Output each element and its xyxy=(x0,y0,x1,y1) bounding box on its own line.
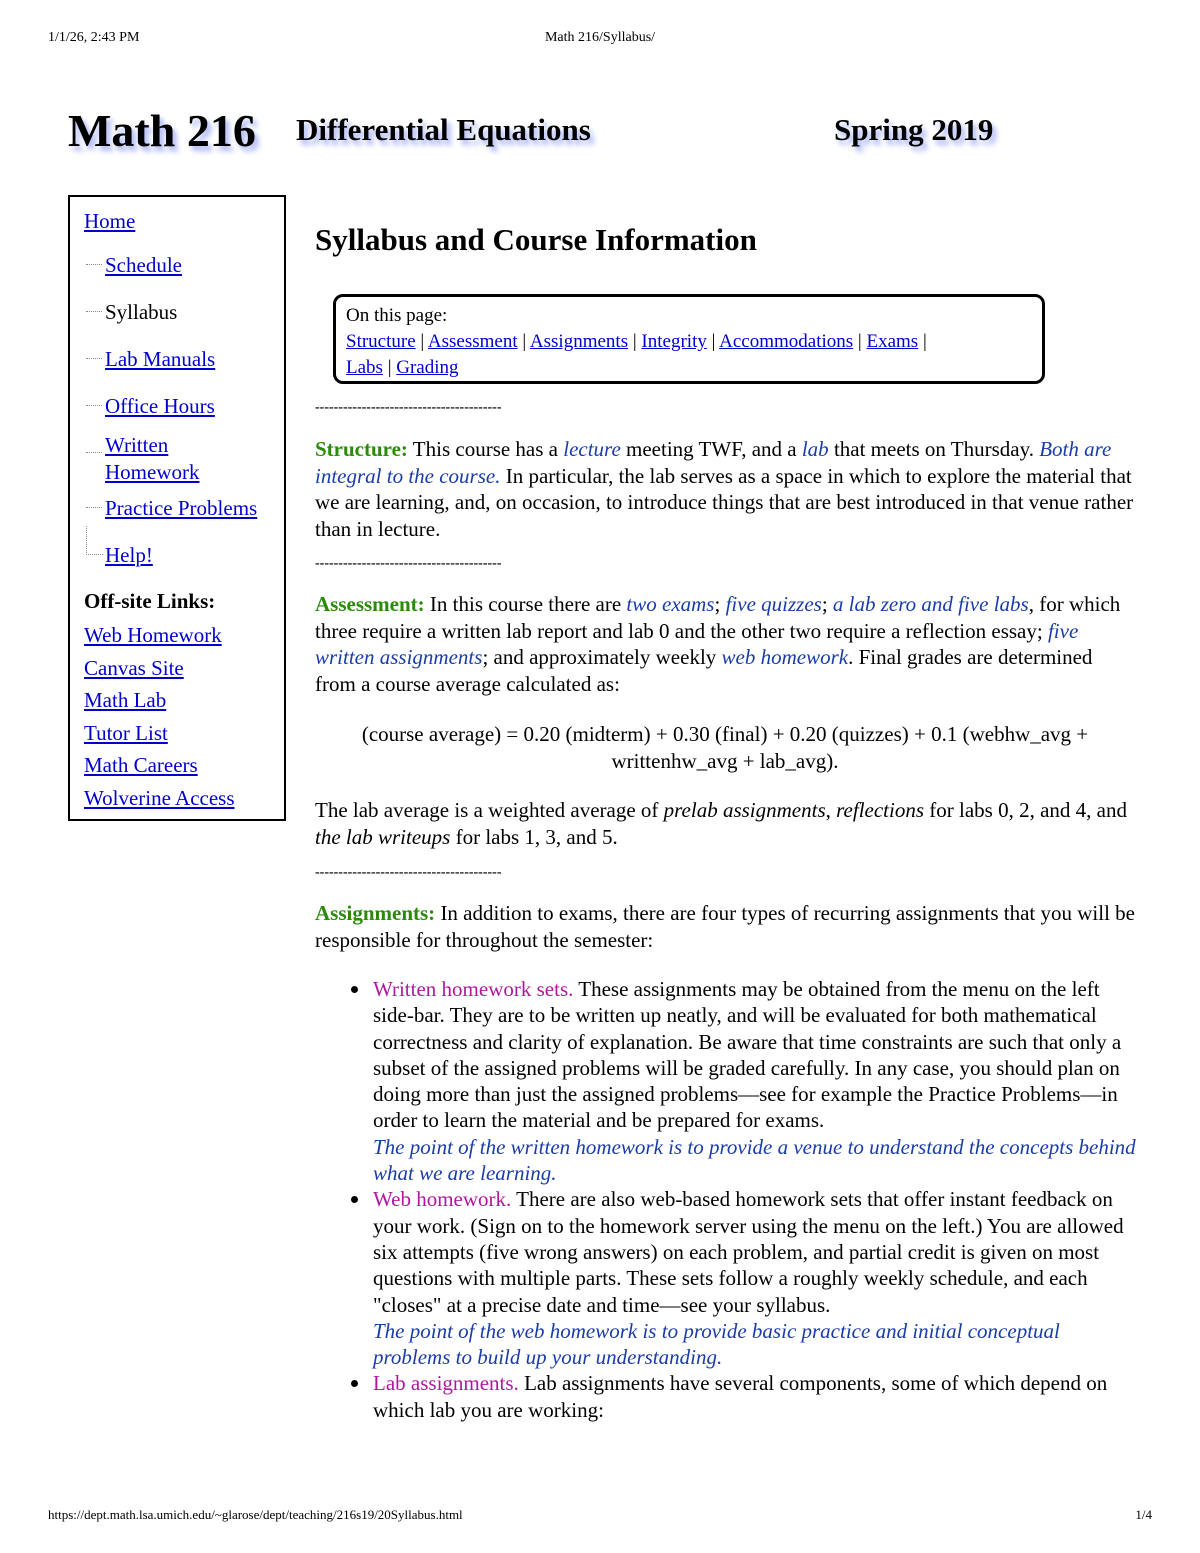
tree-connector xyxy=(86,295,102,312)
sidebar-nav xyxy=(68,195,286,821)
course-term: Spring 2019 xyxy=(834,112,994,147)
course-banner xyxy=(68,100,1068,170)
assessment-label: Assessment: xyxy=(315,592,425,616)
toc-link-labs[interactable]: Labs xyxy=(346,357,383,378)
toc-link-structure[interactable]: Structure xyxy=(346,331,416,352)
sidebar-current-syllabus: Syllabus xyxy=(105,300,178,324)
assignments-label: Assignments: xyxy=(315,901,436,925)
sidebar-link-schedule[interactable]: Schedule xyxy=(105,253,182,277)
bullet-dot xyxy=(351,1196,358,1203)
tree-connector xyxy=(86,526,103,555)
offsite-link-tutor-list[interactable]: Tutor List xyxy=(84,720,168,745)
sidebar-item-lab-manuals xyxy=(84,346,279,373)
print-url: https://dept.math.lsa.umich.edu/~glarose/dept/teaching/216s19/20Syllabus.html xyxy=(48,1507,463,1522)
toc-label: On this page: xyxy=(346,305,448,326)
offsite-heading: Off-site Links: xyxy=(84,589,216,613)
offsite-link-math-lab[interactable]: Math Lab xyxy=(84,688,167,712)
grade-formula: (course average) = 0.20 (midterm) + 0.30 (final) + 0.20 (quizzes) + 0.1 (webhw_avg + writtenhw_avg + lab_avg). xyxy=(361,722,1089,773)
tree-connector xyxy=(86,491,102,508)
section-divider: ---------------------------------------- xyxy=(315,865,502,880)
print-header xyxy=(48,30,1152,50)
bullet-title: Written homework sets. xyxy=(373,977,574,1001)
sidebar-item-practice-problems xyxy=(84,495,279,522)
bullet-title: Lab assignments. xyxy=(373,1371,519,1396)
sidebar-link-office-hours[interactable]: Office Hours xyxy=(105,394,215,418)
toc-link-assessment[interactable]: Assessment xyxy=(427,331,518,352)
sidebar-item-schedule xyxy=(84,252,279,279)
offsite-link-wolverine-access[interactable]: Wolverine Access xyxy=(84,785,235,810)
offsite-link-web-homework[interactable]: Web Homework xyxy=(84,623,222,647)
bullet-title: Web homework. xyxy=(373,1187,512,1212)
sidebar-item-office-hours xyxy=(84,393,279,420)
course-number: Math 216 xyxy=(68,105,256,156)
structure-label: Structure: xyxy=(315,437,408,461)
bullet-dot xyxy=(351,1380,358,1387)
assessment-paragraph: Assessment: In this course there are two exams; five quizzes; a lab zero and five labs, for which three require a written lab report and lab 0 and the other two require a reflection essay; five written assignments; and approximately weekly web homework. Final grades are determined from a course average calculated as: xyxy=(315,592,1121,696)
course-name: Differential Equations xyxy=(296,112,591,147)
list-item: Lab assignments. Lab assignments have several components, some of which depend on which lab you are working: xyxy=(373,1370,1138,1423)
bullet-point: The point of the web homework is to provide basic practice and initial conceptual problems to build up your understanding. xyxy=(373,1318,1060,1370)
print-page-number: 1/4 xyxy=(1135,1507,1152,1522)
print-datetime: 1/1/26, 2:43 PM xyxy=(48,30,140,45)
offsite-link-canvas-site[interactable]: Canvas Site xyxy=(84,655,184,680)
tree-connector xyxy=(86,342,102,359)
tree-connector xyxy=(86,432,102,453)
assignments-list xyxy=(373,976,1138,1423)
toc-links: Structure | Assessment | Assignments | Integrity | Accommodations | Exams | Labs | Grading xyxy=(346,331,927,378)
bullet-point: The point of the written homework is to provide a venue to understand the concepts behind what we are learning. xyxy=(373,1134,1136,1186)
toc-link-assignments[interactable]: Assignments xyxy=(529,331,629,352)
list-item: Written homework sets. These assignments may be obtained from the menu on the left side-bar. They are to be written up neatly, and will be evaluated for both mathematical correctness and clarity of explanation. Be aware that time constraints are such that only a subset of the assigned problems will be graded carefully. In any case, you should plan on doing more than just the assigned problems—see for example the Practice Problems—in order to learn the material and be prepared for exams. The point of the written homework is to provide a venue to understand the concepts behind what we are learning. xyxy=(373,976,1138,1186)
offsite-link-math-careers[interactable]: Math Careers xyxy=(84,753,198,777)
lab-average-paragraph: The lab average is a weighted average of prelab assignments, reflections for labs 0, 2, and 4, and the lab writeups for labs 1, 3, and 5. xyxy=(315,798,1127,849)
toc-link-integrity[interactable]: Integrity xyxy=(641,331,707,352)
sidebar-item-help xyxy=(84,542,279,569)
on-this-page-box xyxy=(333,294,1045,384)
section-divider: ---------------------------------------- xyxy=(315,400,502,415)
print-page-title: Math 216/Syllabus/ xyxy=(544,30,656,45)
sidebar-link-written-homework[interactable]: Written Homework xyxy=(105,433,200,484)
sidebar-link-help[interactable]: Help! xyxy=(105,543,153,567)
toc-link-accommodations[interactable]: Accommodations xyxy=(719,331,854,352)
sidebar-link-practice-problems[interactable]: Practice Problems xyxy=(105,496,258,520)
assignments-paragraph: Assignments: In addition to exams, there are four types of recurring assignments that you will be responsible for throughout the semester: xyxy=(315,901,1135,952)
sidebar-item-syllabus xyxy=(84,299,279,326)
list-item: Web homework. There are also web-based homework sets that offer instant feedback on your work. (Sign on to the homework server using the menu on the left.) You are allowed six attempts (five wrong answers) on each problem, and partial credit is given on most questions with multiple parts. These sets follow a roughly weekly schedule, and each "closes" at a precise date and time—see your syllabus. The point of the web homework is to provide basic practice and initial conceptual problems to build up your understanding. xyxy=(373,1186,1138,1370)
sidebar-link-lab-manuals[interactable]: Lab Manuals xyxy=(105,347,216,371)
offsite-links xyxy=(84,621,235,816)
tree-connector xyxy=(86,248,102,265)
section-divider: ---------------------------------------- xyxy=(315,556,502,571)
toc-link-grading[interactable]: Grading xyxy=(396,357,459,378)
page-title: Syllabus and Course Information xyxy=(315,222,757,257)
print-footer xyxy=(48,1507,1152,1527)
sidebar-item-written-homework xyxy=(84,432,214,486)
toc-link-exams[interactable]: Exams xyxy=(866,331,919,352)
sidebar-item-home[interactable]: Home xyxy=(84,209,136,233)
bullet-dot xyxy=(351,986,358,993)
tree-connector xyxy=(86,389,102,406)
structure-paragraph: Structure: This course has a lecture meeting TWF, and a lab that meets on Thursday. Both are integral to the course. In particular, the lab serves as a space in which to explore the material that we are learning, and, on occasion, to introduce things that are best introduced in that venue rather than in lecture. xyxy=(315,437,1134,541)
